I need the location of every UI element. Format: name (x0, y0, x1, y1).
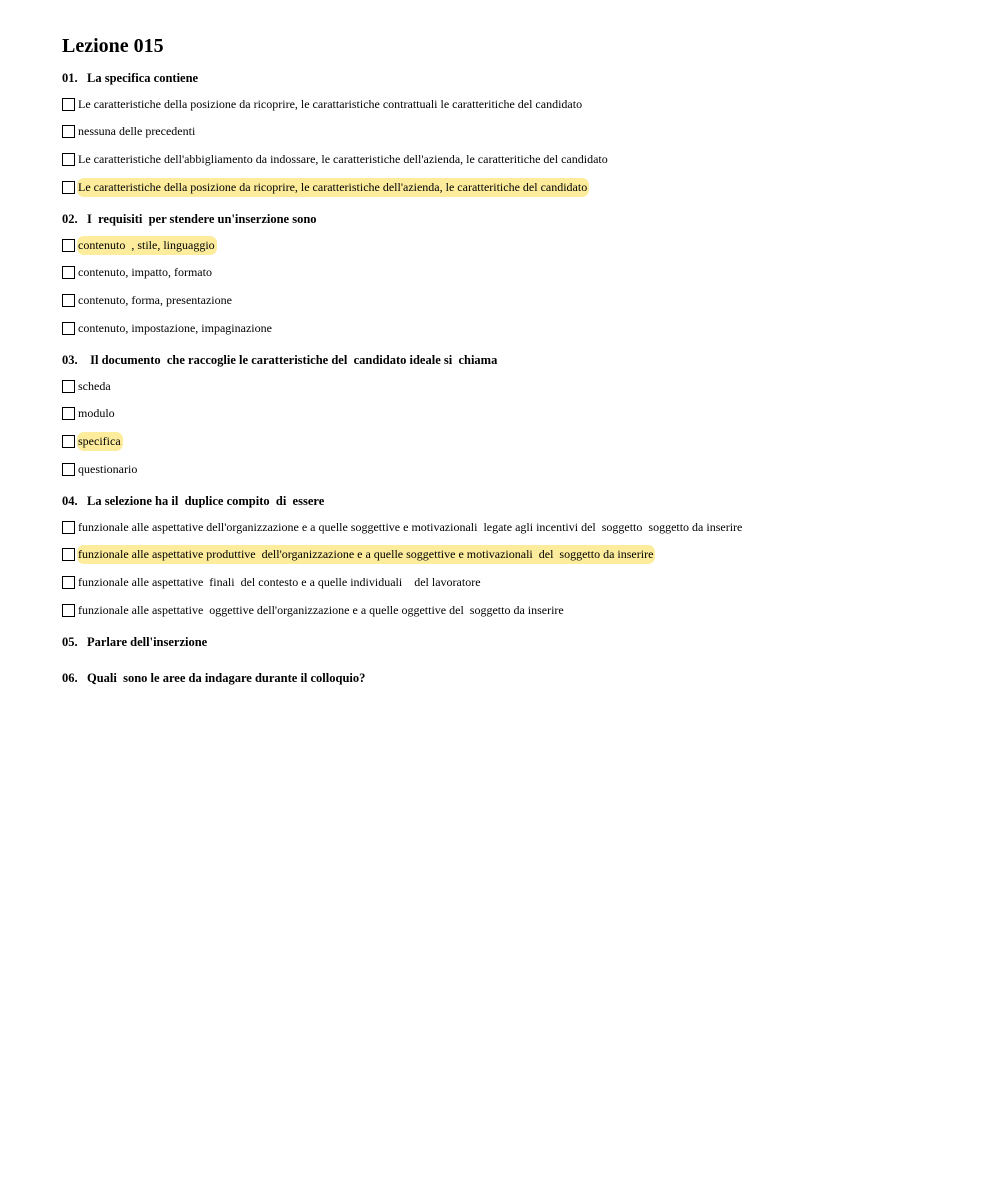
question-text: Quali sono le aree da indagare durante il colloquio? (87, 671, 366, 686)
answer-option[interactable] (62, 235, 962, 255)
highlighted-answer-text: specifica (77, 432, 123, 451)
answer-text: contenuto, forma, presentazione (78, 292, 232, 307)
question-2 (62, 211, 962, 338)
highlighted-answer-text: Le caratteristiche della posizione da ricoprire, le caratteristiche dell'azienda, le caratteritiche del candidato (77, 178, 589, 197)
highlighted-answer-text: contenuto , stile, linguaggio (77, 236, 217, 255)
answer-text: contenuto, impostazione, impaginazione (78, 320, 272, 335)
answer-option[interactable] (62, 459, 962, 479)
answer-text: modulo (78, 406, 115, 421)
answer-text: Le caratteristiche dell'abbigliamento da indossare, le caratteristiche dell'azienda, le caratteritiche del candidato (78, 151, 608, 166)
question-heading (62, 70, 962, 86)
answer-checkbox[interactable] (62, 604, 75, 617)
question-heading (62, 493, 962, 509)
answer-text: funzionale alle aspettative oggettive dell'organizzazione e a quelle oggettive del soggetto da inserire (78, 602, 564, 617)
question-heading (62, 352, 962, 368)
question-number: 06. (62, 671, 78, 686)
answer-option[interactable] (62, 290, 962, 310)
question-list (62, 70, 962, 620)
question-text: Parlare dell'inserzione (87, 635, 208, 650)
answer-checkbox[interactable] (62, 181, 75, 194)
answer-option[interactable] (62, 122, 962, 142)
question-number: 03. (62, 353, 78, 368)
answer-option[interactable] (62, 177, 962, 197)
answer-text: contenuto, impatto, formato (78, 265, 212, 280)
answer-checkbox[interactable] (62, 125, 75, 138)
question-text: La specifica contiene (87, 71, 199, 85)
highlighted-answer-text: funzionale alle aspettative produttive dell'organizzazione e a quelle soggettive e motivazionali del soggetto da inserire (77, 545, 655, 564)
answer-option[interactable] (62, 573, 962, 593)
answer-option[interactable] (62, 600, 962, 620)
answer-checkbox[interactable] (62, 98, 75, 111)
answer-option[interactable] (62, 545, 962, 565)
answer-checkbox[interactable] (62, 548, 75, 561)
answer-text: funzionale alle aspettative finali del contesto e a quelle individuali del lavoratore (78, 575, 481, 590)
answer-option[interactable] (62, 432, 962, 452)
question-3 (62, 352, 962, 479)
open-question-5 (62, 634, 962, 650)
question-1 (62, 70, 962, 197)
answer-checkbox[interactable] (62, 407, 75, 420)
answer-checkbox[interactable] (62, 380, 75, 393)
answer-text: Le caratteristiche della posizione da ricoprire, le carattaristiche contrattuali le caratteritiche del candidato (78, 96, 583, 111)
answer-option[interactable] (62, 404, 962, 424)
question-4 (62, 493, 962, 620)
answer-option[interactable] (62, 149, 962, 169)
answer-option[interactable] (62, 376, 962, 396)
answer-checkbox[interactable] (62, 322, 75, 335)
document-page (62, 34, 962, 706)
answer-checkbox[interactable] (62, 153, 75, 166)
question-number: 01. (62, 71, 78, 85)
question-text: Il documento che raccoglie le caratteristiche del candidato ideale si chiama (87, 353, 498, 368)
answer-checkbox[interactable] (62, 239, 75, 252)
open-question-list (62, 634, 962, 686)
answer-checkbox[interactable] (62, 435, 75, 448)
answer-option[interactable] (62, 318, 962, 338)
open-question-6 (62, 670, 962, 686)
question-text: La selezione ha il duplice compito di essere (87, 494, 325, 509)
answer-option[interactable] (62, 517, 962, 537)
question-number: 04. (62, 494, 78, 509)
question-text: I requisiti per stendere un'inserzione sono (87, 212, 317, 227)
answer-option[interactable] (62, 263, 962, 283)
question-heading (62, 211, 962, 227)
answer-text: nessuna delle precedenti (78, 124, 196, 139)
answer-checkbox[interactable] (62, 294, 75, 307)
question-number: 02. (62, 212, 78, 227)
answer-checkbox[interactable] (62, 463, 75, 476)
answer-checkbox[interactable] (62, 266, 75, 279)
question-number: 05. (62, 635, 78, 650)
answer-text: questionario (78, 461, 138, 476)
answer-text: scheda (78, 378, 111, 393)
lesson-title: Lezione 015 (62, 35, 164, 57)
answer-option[interactable] (62, 94, 962, 114)
answer-text: funzionale alle aspettative dell'organizzazione e a quelle soggettive e motivazionali legate agli incentivi del soggetto soggetto da inserire (78, 519, 743, 534)
answer-checkbox[interactable] (62, 576, 75, 589)
answer-checkbox[interactable] (62, 521, 75, 534)
